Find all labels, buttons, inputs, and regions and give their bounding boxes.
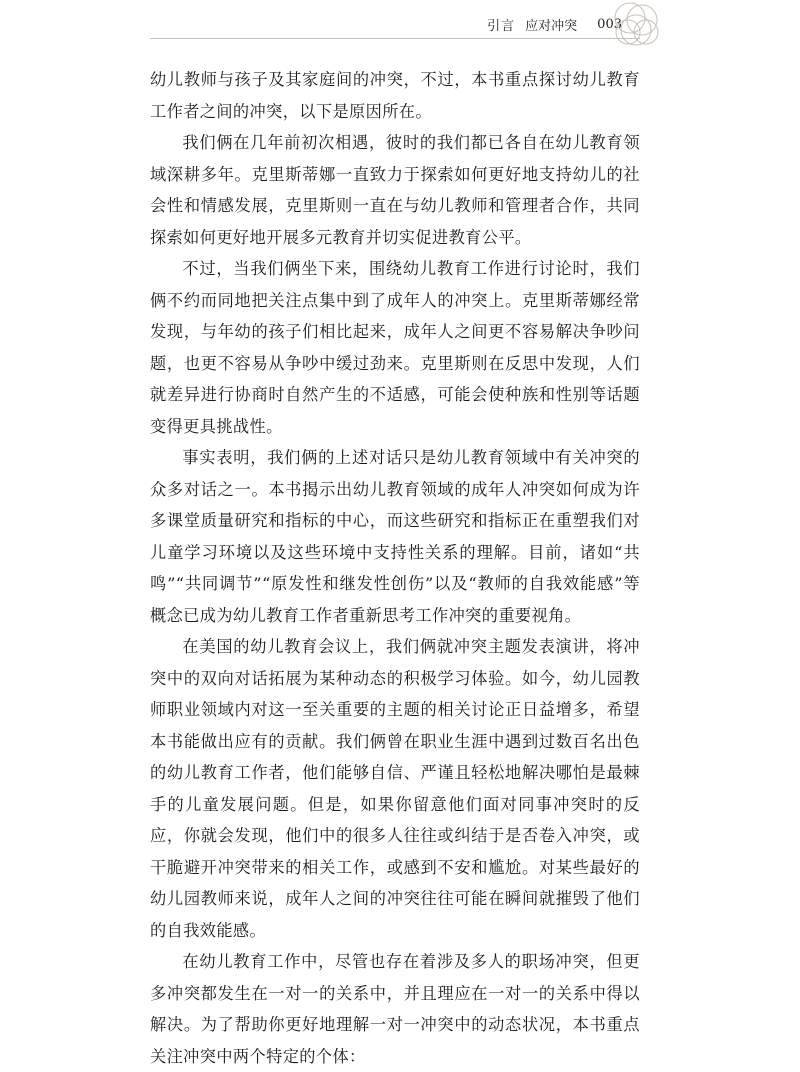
body-text	[150, 64, 640, 1072]
page-number: 003	[597, 16, 622, 32]
paragraph: 不过，当我们俩坐下来，围绕幼儿教育工作进行讨论时，我们俩不约而同地把关注点集中到了成年人的冲突上。克里斯蒂娜经常发现，与年幼的孩子们相比起来，成年人之间更不容易解决争吵问题，也更不容易从争吵中缓过劲来。克里斯则在反思中发现，人们就差异进行协商时自然产生的不适感，可能会使种族和性别等话题变得更具挑战性。	[150, 259, 640, 436]
chapter-title: 引言	[487, 18, 516, 34]
paragraph: 在幼儿教育工作中，尽管也存在着涉及多人的职场冲突，但更多冲突都发生在一对一的关系中，并且理应在一对一的关系中得以解决。为了帮助你更好地理解一对一冲突中的动态状况，本书重点关注冲突中两个特定的个体：	[150, 952, 640, 1066]
paragraph: 事实表明，我们俩的上述对话只是幼儿教育领域中有关冲突的众多对话之一。本书揭示出幼儿教育领域的成年人冲突如何成为许多课堂质量研究和指标的中心，而这些研究和指标正在重塑我们对儿童学习环境以及这些环境中支持性关系的理解。目前，诸如“共鸣”“共同调节”“原发性和继发性创伤”以及“教师的自我效能感”等概念已成为幼儿教育工作者重新思考工作冲突的重要视角。	[150, 448, 640, 625]
header-rule	[150, 38, 640, 39]
decorative-rings-icon	[606, 0, 668, 54]
running-head	[487, 12, 622, 36]
section-title: 应对冲突	[525, 18, 578, 34]
paragraph: 在美国的幼儿教育会议上，我们俩就冲突主题发表演讲，将冲突中的双向对话拓展为某种动态的积极学习体验。如今，幼儿园教师职业领域内对这一至关重要的主题的相关讨论正日益增多，希望本书能做出应有的贡献。我们俩曾在职业生涯中遇到过数百名出色的幼儿教育工作者，他们能够自信、严谨且轻松地解决哪怕是最棘手的儿童发展问题。但是，如果你留意他们面对同事冲突时的反应，你就会发现，他们中的很多人往往或纠结于是否卷入冲突，或干脆避开冲突带来的相关工作，或感到不安和尴尬。对某些最好的幼儿园教师来说，成年人之间的冲突往往可能在瞬间就摧毁了他们的自我效能感。	[150, 637, 640, 940]
paragraph-continued: 幼儿教师与孩子及其家庭间的冲突，不过，本书重点探讨幼儿教育工作者之间的冲突，以下是原因所在。	[150, 70, 640, 121]
ring-circle	[634, 20, 658, 44]
paragraph: 我们俩在几年前初次相遇，彼时的我们都已各自在幼儿教育领域深耕多年。克里斯蒂娜一直致力于探索如何更好地支持幼儿的社会性和情感发展，克里斯则一直在与幼儿教师和管理者合作，共同探索如何更好地开展多元教育并切实促进教育公平。	[150, 133, 640, 247]
